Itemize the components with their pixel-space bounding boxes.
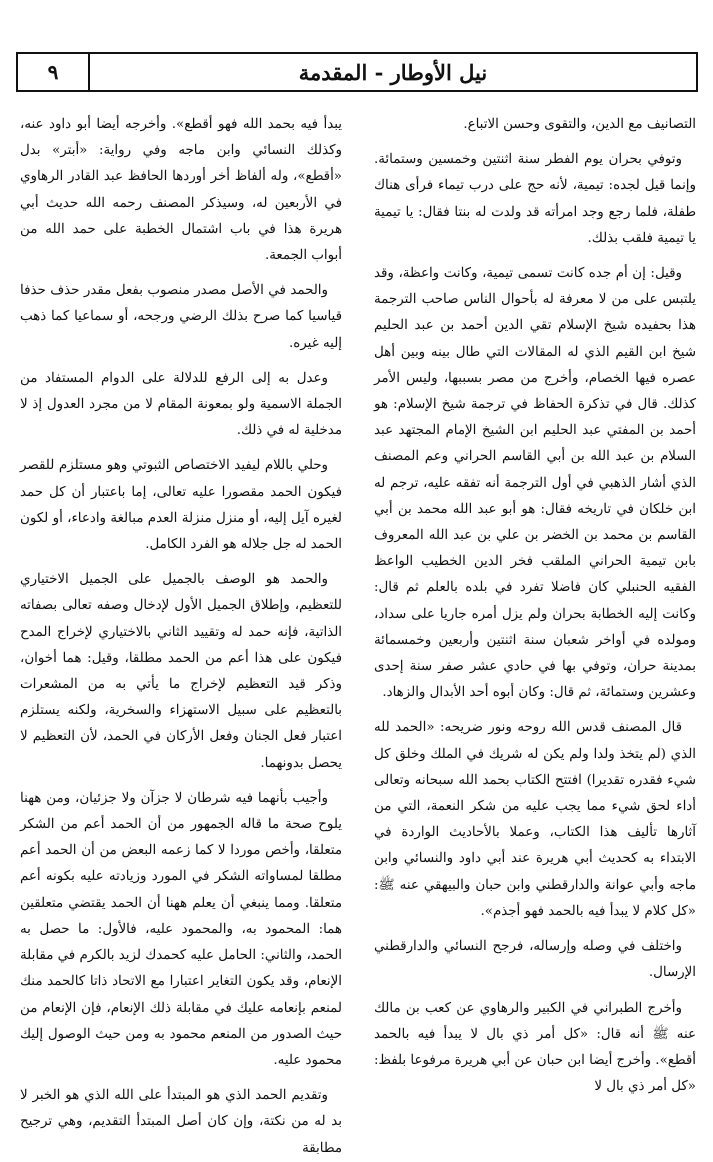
paragraph: وتوفي بحران يوم الفطر سنة اثنتين وخمسين وستمائة. وإنما قيل لجده: تيمية، لأنه حج على درب تيماء فرأى هناك طفلة، فلما رجع وجد امرأته قد ولدت له بنتا فقال: يا تيمية يا تيمية فلقب بذلك. <box>374 152 696 246</box>
paragraph: والحمد في الأصل مصدر منصوب بفعل مقدر حذف حذفا قياسيا كما صرح بذلك الرضي ورجحه، أو سماعيا كما ذهب إليه غيره. <box>20 283 342 351</box>
paragraph: التصانيف مع الدين، والتقوى وحسن الاتباع. <box>463 117 696 132</box>
paragraph: وعدل به إلى الرفع للدلالة على الدوام المستفاد من الجملة الاسمية ولو بمعونة المقام لا من مجرد العدول إذ لا مدخلية له في ذلك. <box>20 370 342 439</box>
text-column-left <box>20 112 342 1156</box>
running-header <box>16 52 698 92</box>
paragraph: وقيل: إن أم جده كانت تسمى تيمية، وكانت واعظة، وقد يلتبس على من لا معرفة له بأحوال الناس صاحب الترجمة هذا بحفيده شيخ الإسلام تقي الدين أحمد بن عبد الحليم شيخ ابن القيم الذي له المقالات التي طال بينه وبين أهل عصره فيها الخصام، وأخرج من مصر بسببها، وليس الأمر كذلك. قال في تذكرة الحفاظ في ترجمة شيخ الإسلام: هو أحمد بن المفتي عبد الحليم ابن الشيخ الإمام المجتهد عبد السلام بن عبد الله بن أبي القاسم الحراني وعم المصنف الذي أشار الذهبي في أول الترجمة أنه تفقه عليه، ترجم له ابن خلكان في تاريخه فقال: هو أبو عبد الله محمد بن أبي القاسم بن محمد بن الخضر بن علي بن عبد الله المعروف بابن تيمية الحراني الملقب فخر الدين الخطيب الواعظ الفقيه الحنبلي كان فاضلا تفرد في بلده بالعلم ثم قال: وكانت إليه الخطابة بحران ولم يزل أمره جاريا على سداد، ومولده في أواخر شعبان سنة اثنتين وأربعين وخمسمائة بمدينة حران، وتوفي بها في حادي عشر صفر سنة إحدى وعشرين وستمائة، ثم قال: وكان أبوه أحد الأبدال والزهاد. <box>374 266 696 701</box>
paragraph: وأجيب بأنهما فيه شرطان لا جزآن ولا جزئيان، ومن ههنا يلوح صحة ما قاله الجمهور من أن الحمد أعم من الشكر متعلقا، وأخص موردا لا كما زعمه البعض من أن الحمد أعم مطلقا لمساواته الشكر في المورد وزيادته عليه بكونه أعم متعلقا. ومما ينبغي أن يعلم ههنا أن الحمد يقتضي متعلقين هما: المحمود به، والمحمود عليه، فالأول: ما حصل به الحمد، والثاني: الحامل عليه كحمدك لزيد بالكرم في مقابلة الإنعام، وقد يكون التغاير اعتبارا مع الاتحاد ذاتا كالحمد منك لمنعم بإنعامه عليك في مقابلة ذلك الإنعام، فإن الإنعام من حيث الصدور من المنعم محمود به ومن حيث الوصول إليك محمود عليه. <box>20 790 342 1068</box>
paragraph: يبدأ فيه بحمد الله فهو أقطع». وأخرجه أيضا أبو داود عنه، وكذلك النسائي وابن ماجه وفي رواية: «أبتر» بدل «أقطع»، وله ألفاظ أخر أوردها الحافظ عبد القادر الرهاوي في الأربعين له، وسيذكر المصنف رحمه الله حديث أبي هريرة هذا في باب اشتمال الخطبة على حمد الله من أبواب الجمعة. <box>20 117 342 264</box>
paragraph: والحمد هو الوصف بالجميل على الجميل الاختياري للتعظيم، وإطلاق الجميل الأول لإدخال وصفه تعالى بصفاته الذاتية، فإنه حمد له وتقييد الثاني بالاختياري لإخراج المدح فيكون على هذا أعم من الحمد مطلقا، وقيل: هما أخوان، وذكر قيد التعظيم لإخراج ما يأتي به من المشعرات بالتعظيم على سبيل الاستهزاء والسخرية، ولكنه يستلزم اعتبار فعل الجنان وفعل الأركان في الحمد، لأن التعظيم لا يحصل بدونهما. <box>20 572 342 771</box>
text-column-right <box>374 112 696 1102</box>
running-title: نيل الأوطار - المقدمة <box>298 59 488 85</box>
paragraph: وأخرج الطبراني في الكبير والرهاوي عن كعب بن مالك عنه ﷺ أنه قال: «كل أمر ذي بال لا يبدأ فيه بالحمد أقطع». وأخرج أيضا ابن حبان عن أبي هريرة مرفوعا بلفظ: «كل أمر ذي بال لا <box>374 1000 696 1095</box>
paragraph: وتقديم الحمد الذي هو المبتدأ على الله الذي هو الخبر لا بد له من نكتة، وإن كان أصل المبتدأ التقديم، وهي ترجيح مطابقة <box>20 1088 342 1156</box>
paragraph: قال المصنف قدس الله روحه ونور ضريحه: «الحمد لله الذي (لم يتخذ ولدا ولم يكن له شريك في الملك وخلق كل شيء فقدره تقديرا) افتتح الكتاب بحمد الله سبحانه وتعالى أداء لحق شيء مما يجب عليه من شكر النعمة، التي من آثارها تأليف هذا الكتاب، وعملا بالأحاديث الواردة في الابتداء به كحديث أبي هريرة عند أبي داود والنسائي وابن ماجه وأبي عوانة والدارقطني وابن حبان والبيهقي عنه ﷺ: «كل كلام لا يبدأ فيه بالحمد فهو أجذم». <box>374 720 696 919</box>
paragraph: واختلف في وصله وإرساله، فرجح النسائي والدارقطني الإرسال. <box>374 939 696 981</box>
paragraph: وحلي باللام ليفيد الاختصاص الثبوتي وهو مستلزم للقصر فيكون الحمد مقصورا عليه تعالى، إما باعتبار أن كل حمد لغيره آيل إليه، أو منزل منزلة العدم مبالغة وادعاء، أو لكون الحمد له جل جلاله هو الفرد الكامل. <box>20 458 342 553</box>
page-number: ٩ <box>18 54 90 90</box>
